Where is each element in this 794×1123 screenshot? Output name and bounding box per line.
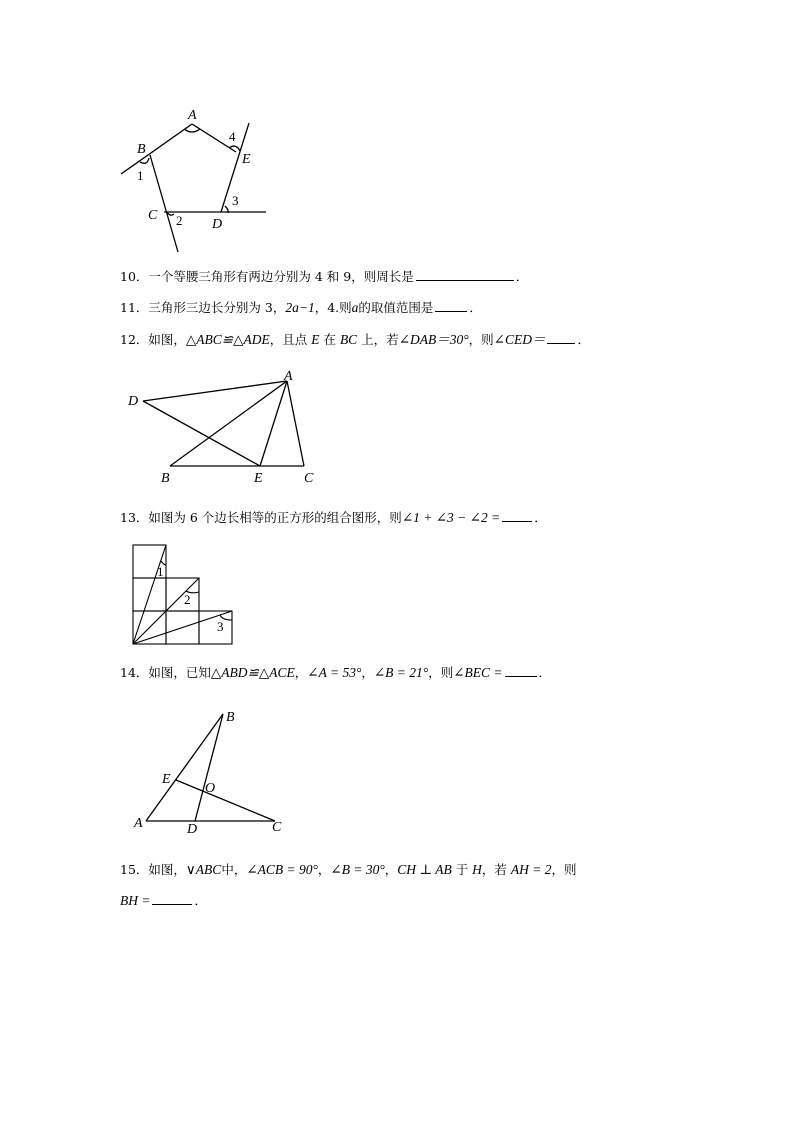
label-angle-3: 3 <box>232 193 239 208</box>
answer-blank[interactable] <box>547 331 575 344</box>
math-expression: ∠1 + ∠3 − ∠2 = <box>401 510 501 525</box>
answer-blank[interactable] <box>435 299 467 312</box>
question-15-line-2: BH = ． <box>120 893 207 908</box>
label-b: B <box>226 710 235 725</box>
line-extension-ab <box>121 124 192 174</box>
label-angle-2: 2 <box>176 213 183 228</box>
label-d: D <box>212 217 223 232</box>
label-a: A <box>188 108 197 123</box>
congruent-triangles-figure <box>125 362 325 490</box>
answer-blank[interactable] <box>152 892 192 905</box>
label-angle-1: 1 <box>157 564 164 579</box>
label-angle-2: 2 <box>184 592 191 607</box>
angle-arc-1 <box>140 158 149 163</box>
label-c: C <box>272 820 282 835</box>
segment-de <box>143 401 260 466</box>
question-text: 一个等腰三角形有两边分别为 4 和 9，则周长是 <box>148 269 414 284</box>
question-number: 11． <box>120 300 149 315</box>
label-e: E <box>162 772 171 787</box>
question-13: 13．如图为 6 个边长相等的正方形的组合图形，则∠1 + ∠3 − ∠2 = ． <box>120 510 547 525</box>
cevian-svg <box>128 700 293 842</box>
question-10: 10．一个等腰三角形有两边分别为 4 和 9，则周长是 ． <box>120 269 529 284</box>
answer-blank[interactable] <box>505 664 537 677</box>
question-12: 12．如图，△ABC≌△ADE，且点 E 在 BC 上，若∠DAB＝30°，则∠CED＝ ． <box>120 332 590 347</box>
label-b: B <box>161 471 170 486</box>
label-c: C <box>148 208 158 223</box>
angle-arc-a <box>184 129 200 132</box>
cevian-triangle-figure <box>128 700 293 842</box>
question-number: 14． <box>120 665 149 680</box>
line-extension-bc <box>150 155 178 252</box>
label-a: A <box>134 816 143 831</box>
squares-svg <box>128 540 238 650</box>
segment-da <box>143 381 287 401</box>
label-e: E <box>242 152 251 167</box>
label-angle-1: 1 <box>137 168 144 183</box>
answer-blank[interactable] <box>416 268 514 281</box>
answer-blank[interactable] <box>502 509 532 522</box>
label-angle-3: 3 <box>217 619 224 634</box>
math-variable: a <box>351 300 359 315</box>
label-o: O <box>205 781 216 796</box>
triangles-svg <box>125 362 325 490</box>
label-a: A <box>284 369 293 384</box>
segment-ac <box>287 381 304 466</box>
label-angle-4: 4 <box>229 129 236 144</box>
question-number: 12． <box>120 332 149 347</box>
label-b: B <box>137 142 146 157</box>
math-expression: 2a−1 <box>285 300 315 315</box>
segment-ec <box>176 780 275 821</box>
segment-bd <box>195 714 223 821</box>
question-number: 10． <box>120 269 149 284</box>
question-number: 13． <box>120 510 149 525</box>
segment-ab <box>146 714 223 821</box>
label-e: E <box>254 471 263 486</box>
segment-ab <box>170 381 287 466</box>
label-d: D <box>128 394 139 409</box>
question-15: 15．如图，∨ABC中，∠ACB = 90°，∠B = 30°，CH ⊥ AB 于 H，若 AH = 2，则 <box>120 862 577 877</box>
question-14: 14．如图，已知△ABD≌△ACE，∠A = 53°，∠B = 21°，则∠BEC = ． <box>120 665 552 680</box>
squares-figure <box>128 540 238 650</box>
diagonal-1 <box>133 545 166 644</box>
segment-ae <box>260 381 287 466</box>
pentagon-figure <box>110 100 280 260</box>
label-c: C <box>304 471 314 486</box>
pentagon-svg <box>110 100 280 260</box>
question-number: 15． <box>120 862 149 877</box>
label-d: D <box>187 822 198 837</box>
question-11: 11．三角形三边长分别为 3，2a−1，4.则a的取值范围是 ． <box>120 300 482 315</box>
